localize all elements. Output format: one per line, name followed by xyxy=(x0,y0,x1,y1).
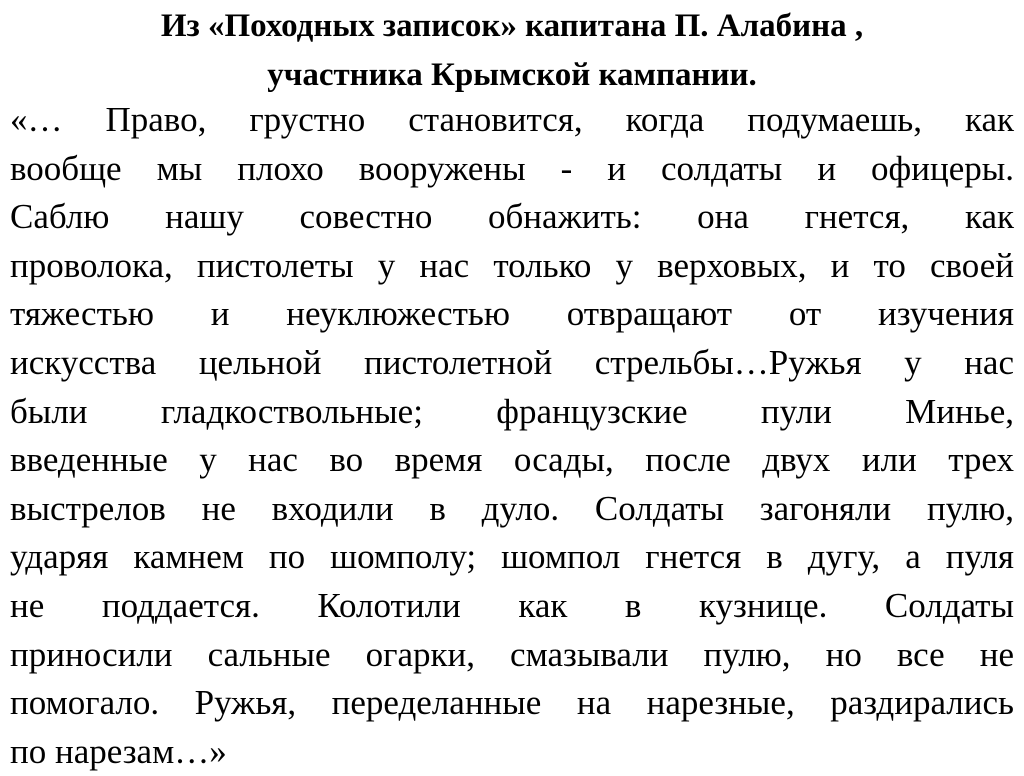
quote-line-7: были гладкоствольные; французские пули Минье, xyxy=(10,391,1014,431)
quote-line-3: Саблю нашу совестно обнажить: она гнется, как xyxy=(10,197,1014,237)
quote-line-4: проволока, пистолеты у нас только у верховых, и то своей xyxy=(10,245,1014,285)
quote-line-10: ударяя камнем по шомполу; шомпол гнется в дугу, а пуля xyxy=(10,537,1014,577)
quote-line-11: не поддается. Колотили как в кузнице. Солдаты xyxy=(10,585,1014,625)
quote-line-1: «… Право, грустно становится, когда подумаешь, как xyxy=(10,100,1014,139)
quote-line-2: вообще мы плохо вооружены - и солдаты и офицеры. xyxy=(10,148,1014,188)
quote-line-5: тяжестью и неуклюжестью отвращают от изучения xyxy=(10,294,1014,334)
quote-line-12: приносили сальные огарки, смазывали пулю, но все не xyxy=(10,634,1014,674)
quote-line-6: искусства цельной пистолетной стрельбы…Ружья у нас xyxy=(10,342,1014,382)
quote-line-13: помогало. Ружья, переделанные на нарезные, раздирались xyxy=(10,683,1014,723)
title-line-1: Из «Походных записок» капитана П. Алабина , xyxy=(160,8,864,44)
quote-line-9: выстрелов не входили в дуло. Солдаты загоняли пулю, xyxy=(10,488,1014,528)
slide-title xyxy=(0,2,1024,100)
title-line-2: участника Крымской кампании. xyxy=(267,57,757,93)
quote-text xyxy=(10,96,1014,776)
quote-line-8: введенные у нас во время осады, после двух или трех xyxy=(10,440,1014,480)
quote-line-14: по нарезам…» xyxy=(10,731,227,771)
